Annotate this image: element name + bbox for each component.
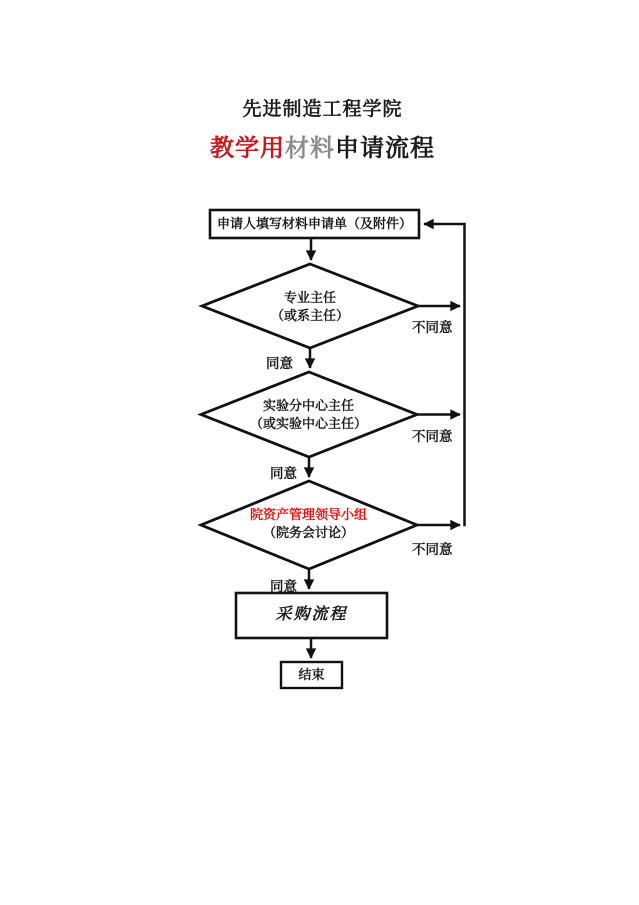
decision3-line2: （院务会讨论） <box>262 525 354 540</box>
subtitle-segment-gray: 材料 <box>285 136 335 162</box>
decision2-label <box>200 391 417 439</box>
subtitle-segment-red: 教学用 <box>210 136 285 162</box>
decision1-line1: 专业主任 <box>283 289 336 305</box>
disagree-label-1: 不同意 <box>412 320 453 335</box>
decision1-label <box>202 283 418 331</box>
page-title: 先进制造工程学院 <box>242 99 403 120</box>
agree-label-1: 同意 <box>266 356 293 371</box>
return-loop-line <box>424 224 465 526</box>
decision3-line1: 院资产管理领导小组 <box>249 506 367 522</box>
decision2-line1: 实验分中心主任 <box>262 397 354 413</box>
disagree-label-2: 不同意 <box>412 429 453 444</box>
decision1-line2: （或系主任） <box>270 308 349 323</box>
process-node-label: 采购流程 <box>275 606 348 624</box>
decision3-label <box>200 499 417 549</box>
disagree-label-3: 不同意 <box>412 542 453 557</box>
start-node-label: 申请人填写材料申请单（及附件） <box>216 215 412 231</box>
subtitle-segment-black: 申请流程 <box>335 136 435 162</box>
end-node-label: 结束 <box>298 666 325 682</box>
agree-label-2: 同意 <box>270 466 297 481</box>
agree-label-3: 同意 <box>270 579 297 594</box>
decision2-line2: （或实验中心主任） <box>249 416 367 431</box>
